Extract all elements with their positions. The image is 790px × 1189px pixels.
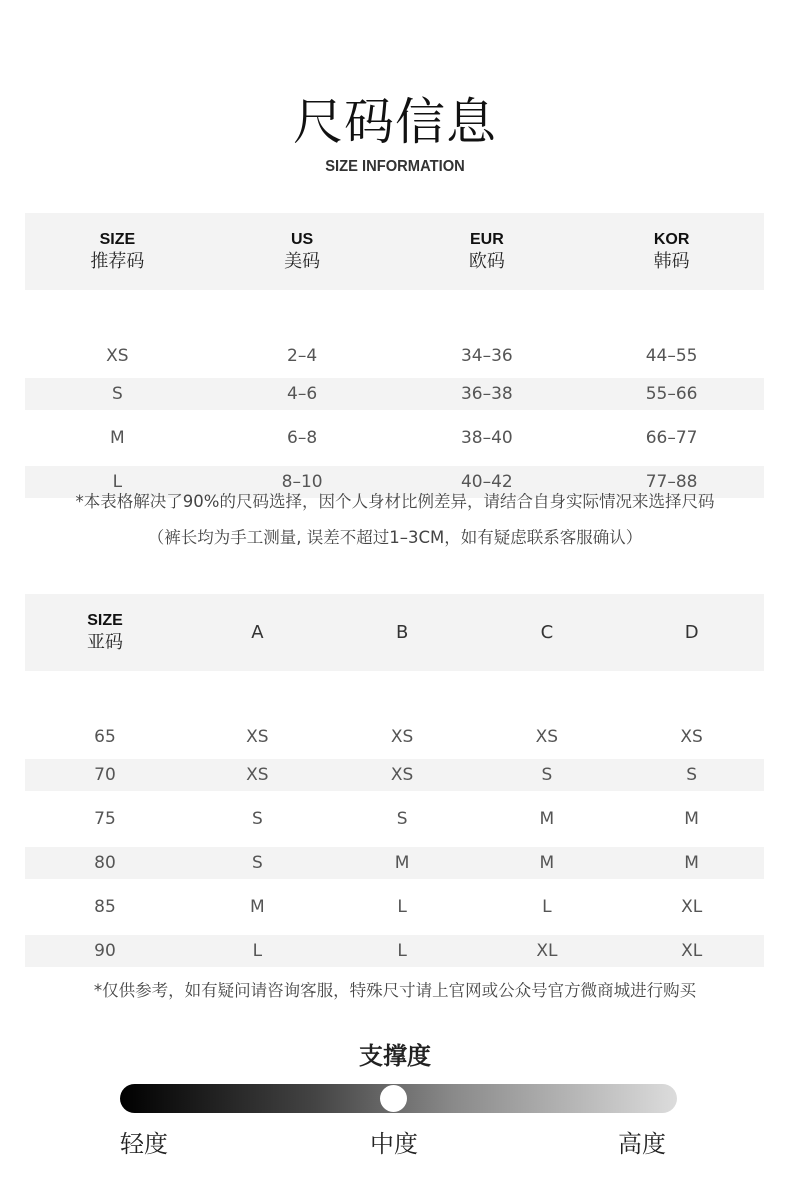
table-row xyxy=(25,847,764,879)
header-asia-en: SIZE xyxy=(87,611,123,629)
table-row xyxy=(25,410,764,466)
header-kor-en: KOR xyxy=(653,230,690,248)
table-cell: M xyxy=(539,853,555,873)
size-table-cup xyxy=(25,594,764,967)
table-cell: XL xyxy=(681,941,703,961)
table-cell: 2–4 xyxy=(287,346,318,366)
table-cell: S xyxy=(251,853,263,873)
table-cell: XL xyxy=(536,941,558,961)
header-cup-a xyxy=(185,594,330,671)
header-eur-en: EUR xyxy=(469,230,504,248)
table-cell: M xyxy=(684,809,699,829)
table-cell: XL xyxy=(681,897,703,917)
table-cell: 38–40 xyxy=(460,428,513,448)
table-cell: XS xyxy=(680,727,703,747)
header-size-cn: 推荐码 xyxy=(90,250,145,272)
table-cell: M xyxy=(539,809,555,829)
table-cell: 34–36 xyxy=(460,346,513,366)
table-cell: L xyxy=(112,472,123,492)
table-cell: M xyxy=(110,428,125,448)
table-cell: 75 xyxy=(94,809,116,829)
table-cell: XS xyxy=(390,765,414,785)
header-size-en: SIZE xyxy=(99,230,136,248)
table-cell: S xyxy=(396,809,408,829)
header-us-cn: 美码 xyxy=(284,250,321,272)
support-level-low: 轻度 xyxy=(120,1130,168,1158)
header-cup-b-label: B xyxy=(395,622,409,643)
table-cell: 77–88 xyxy=(645,472,698,492)
table-cell: XS xyxy=(246,765,269,785)
header-kor xyxy=(579,213,764,290)
table-cell: S xyxy=(111,384,123,404)
table-cell: 6–8 xyxy=(287,428,318,448)
support-level-medium: 中度 xyxy=(370,1130,418,1158)
table-row xyxy=(25,791,764,847)
table-row xyxy=(25,334,764,378)
table-row xyxy=(25,759,764,791)
table-cell: 65 xyxy=(94,727,116,747)
table-cell: 66–77 xyxy=(645,428,698,448)
table-cell: 4–6 xyxy=(287,384,318,404)
table-row xyxy=(25,715,764,759)
header-us-en: US xyxy=(291,230,314,248)
header-cup-d xyxy=(619,594,764,671)
support-level-indicator xyxy=(380,1085,407,1112)
header-cup-a-label: A xyxy=(251,622,264,643)
table-cell: 80 xyxy=(94,853,116,873)
header-cup-c xyxy=(475,594,620,671)
support-level-high: 高度 xyxy=(618,1130,666,1158)
table-cell: S xyxy=(541,765,553,785)
note-size-advice: *本表格解决了90%的尺码选择，因个人身材比例差异，请结合自身实际情况来选择尺码 xyxy=(75,492,715,511)
support-title: 支撑度 xyxy=(359,1042,431,1070)
table-cell: L xyxy=(252,941,263,961)
table-cell: S xyxy=(251,809,263,829)
page-subtitle: SIZE INFORMATION xyxy=(325,158,465,175)
table-cell: XS xyxy=(535,727,559,747)
header-cup-b xyxy=(330,594,475,671)
table-cell: M xyxy=(250,897,265,917)
header-us xyxy=(210,213,395,290)
header-cup-c-label: C xyxy=(540,622,554,643)
table-cell: XS xyxy=(390,727,414,747)
header-eur xyxy=(395,213,580,290)
table-cell: 40–42 xyxy=(460,472,513,492)
table-cell: 90 xyxy=(94,941,116,961)
table-cell: 85 xyxy=(94,897,116,917)
size-table-main xyxy=(25,213,764,498)
table-cell: XS xyxy=(106,346,129,366)
header-kor-cn: 韩码 xyxy=(653,250,690,272)
header-eur-cn: 欧码 xyxy=(468,250,505,272)
table-cell: L xyxy=(397,897,407,917)
table-cell: S xyxy=(686,765,698,785)
header-asia-size xyxy=(25,594,185,671)
table-cell: 8–10 xyxy=(281,472,323,492)
table-cell: L xyxy=(397,941,407,961)
header-size xyxy=(25,213,210,290)
note-measurement: （裤长均为手工测量, 误差不超过1–3CM，如有疑虑联系客服确认） xyxy=(147,528,643,547)
table-cell: 70 xyxy=(94,765,116,785)
table-row xyxy=(25,935,764,967)
header-cup-d-label: D xyxy=(684,622,699,643)
table-cell: 44–55 xyxy=(645,346,698,366)
table-header-row xyxy=(25,213,764,290)
table-row xyxy=(25,378,764,410)
table-cell: 55–66 xyxy=(645,384,698,404)
page-title: 尺码信息 xyxy=(293,93,497,151)
table-header-row xyxy=(25,594,764,671)
table-cell: XS xyxy=(246,727,269,747)
header-asia-cn: 亚码 xyxy=(87,631,123,653)
table-cell: L xyxy=(542,897,552,917)
table-row xyxy=(25,879,764,935)
note-reference: *仅供参考，如有疑问请咨询客服，特殊尺寸请上官网或公众号官方微商城进行购买 xyxy=(93,981,697,1000)
table-cell: M xyxy=(394,853,410,873)
table-cell: M xyxy=(684,853,699,873)
table-cell: 36–38 xyxy=(460,384,513,404)
